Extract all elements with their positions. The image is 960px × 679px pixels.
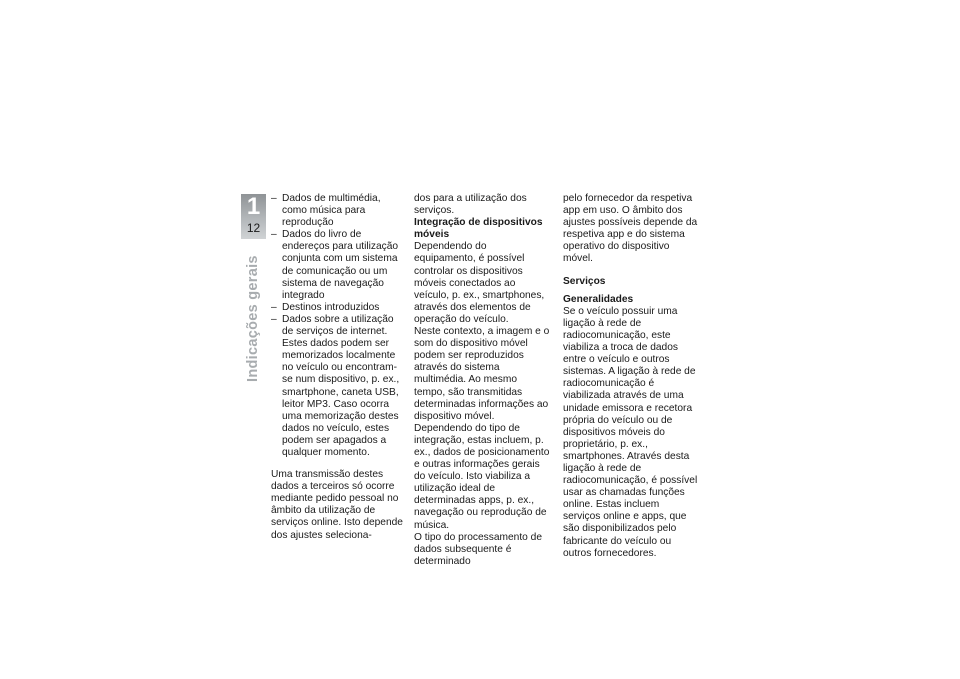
list-item-text: Dados de multimédia, como música para reprodução — [282, 193, 381, 229]
paragraph-continuation: pelo fornecedor da respetiva app em uso. O âmbito dos ajustes possíveis depende da respetiva app e do sistema operativo do dispositivo móvel. — [563, 193, 698, 265]
subsection-heading: Generalidades — [563, 293, 634, 305]
chapter-tab — [241, 194, 266, 239]
list-item-text: Destinos introduzidos — [282, 301, 380, 313]
list-item — [271, 193, 407, 229]
text-column-2 — [414, 193, 550, 568]
dash-bullet-icon: – — [271, 313, 277, 325]
paragraph: Se o veículo possuir uma ligação à rede de radiocomunicação, este viabiliza a troca de dados entre o veículo e outros sistemas. A ligação à rede de radiocomunicação é viabilizada através de uma unidade emissora e recetora própria do veículo ou de dispositivos móveis do proprietário, p. ex., smartphones. Através desta ligação à rede de radiocomunicação, é possível usar as chamadas funções online. Estas incluem serviços online e apps, que são disponibilizados pelo fabricante do veículo ou outros fornecedores. — [563, 305, 698, 559]
list-item-text: Dados sobre a utilização de serviços de internet. Estes dados podem ser memorizados localmente no veículo ou encontram-se num dispositivo, p. ex., smartphone, caneta USB, leitor MP3. Caso ocorra uma memorização destes dados no veículo, estes podem ser apagados a qualquer momento. — [282, 313, 400, 458]
chapter-number: 1 — [246, 193, 261, 220]
paragraph: Neste contexto, a imagem e o som do dispositivo móvel podem ser reproduzidos através do sistema multimédia. Ao mesmo tempo, são transmitidas determinadas informações ao dispositivo móvel. Dependendo do tipo de integração, estas incluem, p. ex., dados de posicionamento e outras informações gerais do veículo. Isto viabiliza a utilização ideal de determinadas apps, p. ex., navegação ou reprodução de música. — [414, 326, 550, 531]
list-item-text: Dados do livro de endereços para utilização conjunta com um sistema de comunicação ou um sistema de navegação integrado — [282, 229, 399, 301]
text-column-1 — [271, 193, 407, 542]
list-item — [271, 302, 407, 314]
paragraph: Dependendo do equipamento, é possível controlar os dispositivos móveis conectados ao veículo, p. ex., smartphones, através dos elementos de operação do veículo. — [414, 241, 545, 325]
section-side-title: Indicações gerais — [245, 255, 261, 382]
dash-bullet-icon: – — [271, 193, 277, 204]
section-heading: Integração de dispositivos móveis — [414, 217, 543, 241]
section-heading: Serviços — [563, 275, 606, 287]
list-item — [271, 229, 407, 302]
paragraph: O tipo do processamento de dados subsequente é determinado — [414, 531, 542, 567]
page-number: 12 — [246, 221, 261, 235]
dash-bullet-icon: – — [271, 301, 277, 313]
paragraph-continuation: dos para a utilização dos serviços. — [414, 193, 527, 217]
text-column-3 — [563, 193, 699, 560]
dash-bullet-icon: – — [271, 229, 277, 241]
paragraph: Uma transmissão destes dados a terceiros só ocorre mediante pedido pessoal no âmbito da utilização de serviços online. Isto depende dos ajustes seleciona- — [271, 469, 403, 541]
list-item — [271, 314, 407, 459]
